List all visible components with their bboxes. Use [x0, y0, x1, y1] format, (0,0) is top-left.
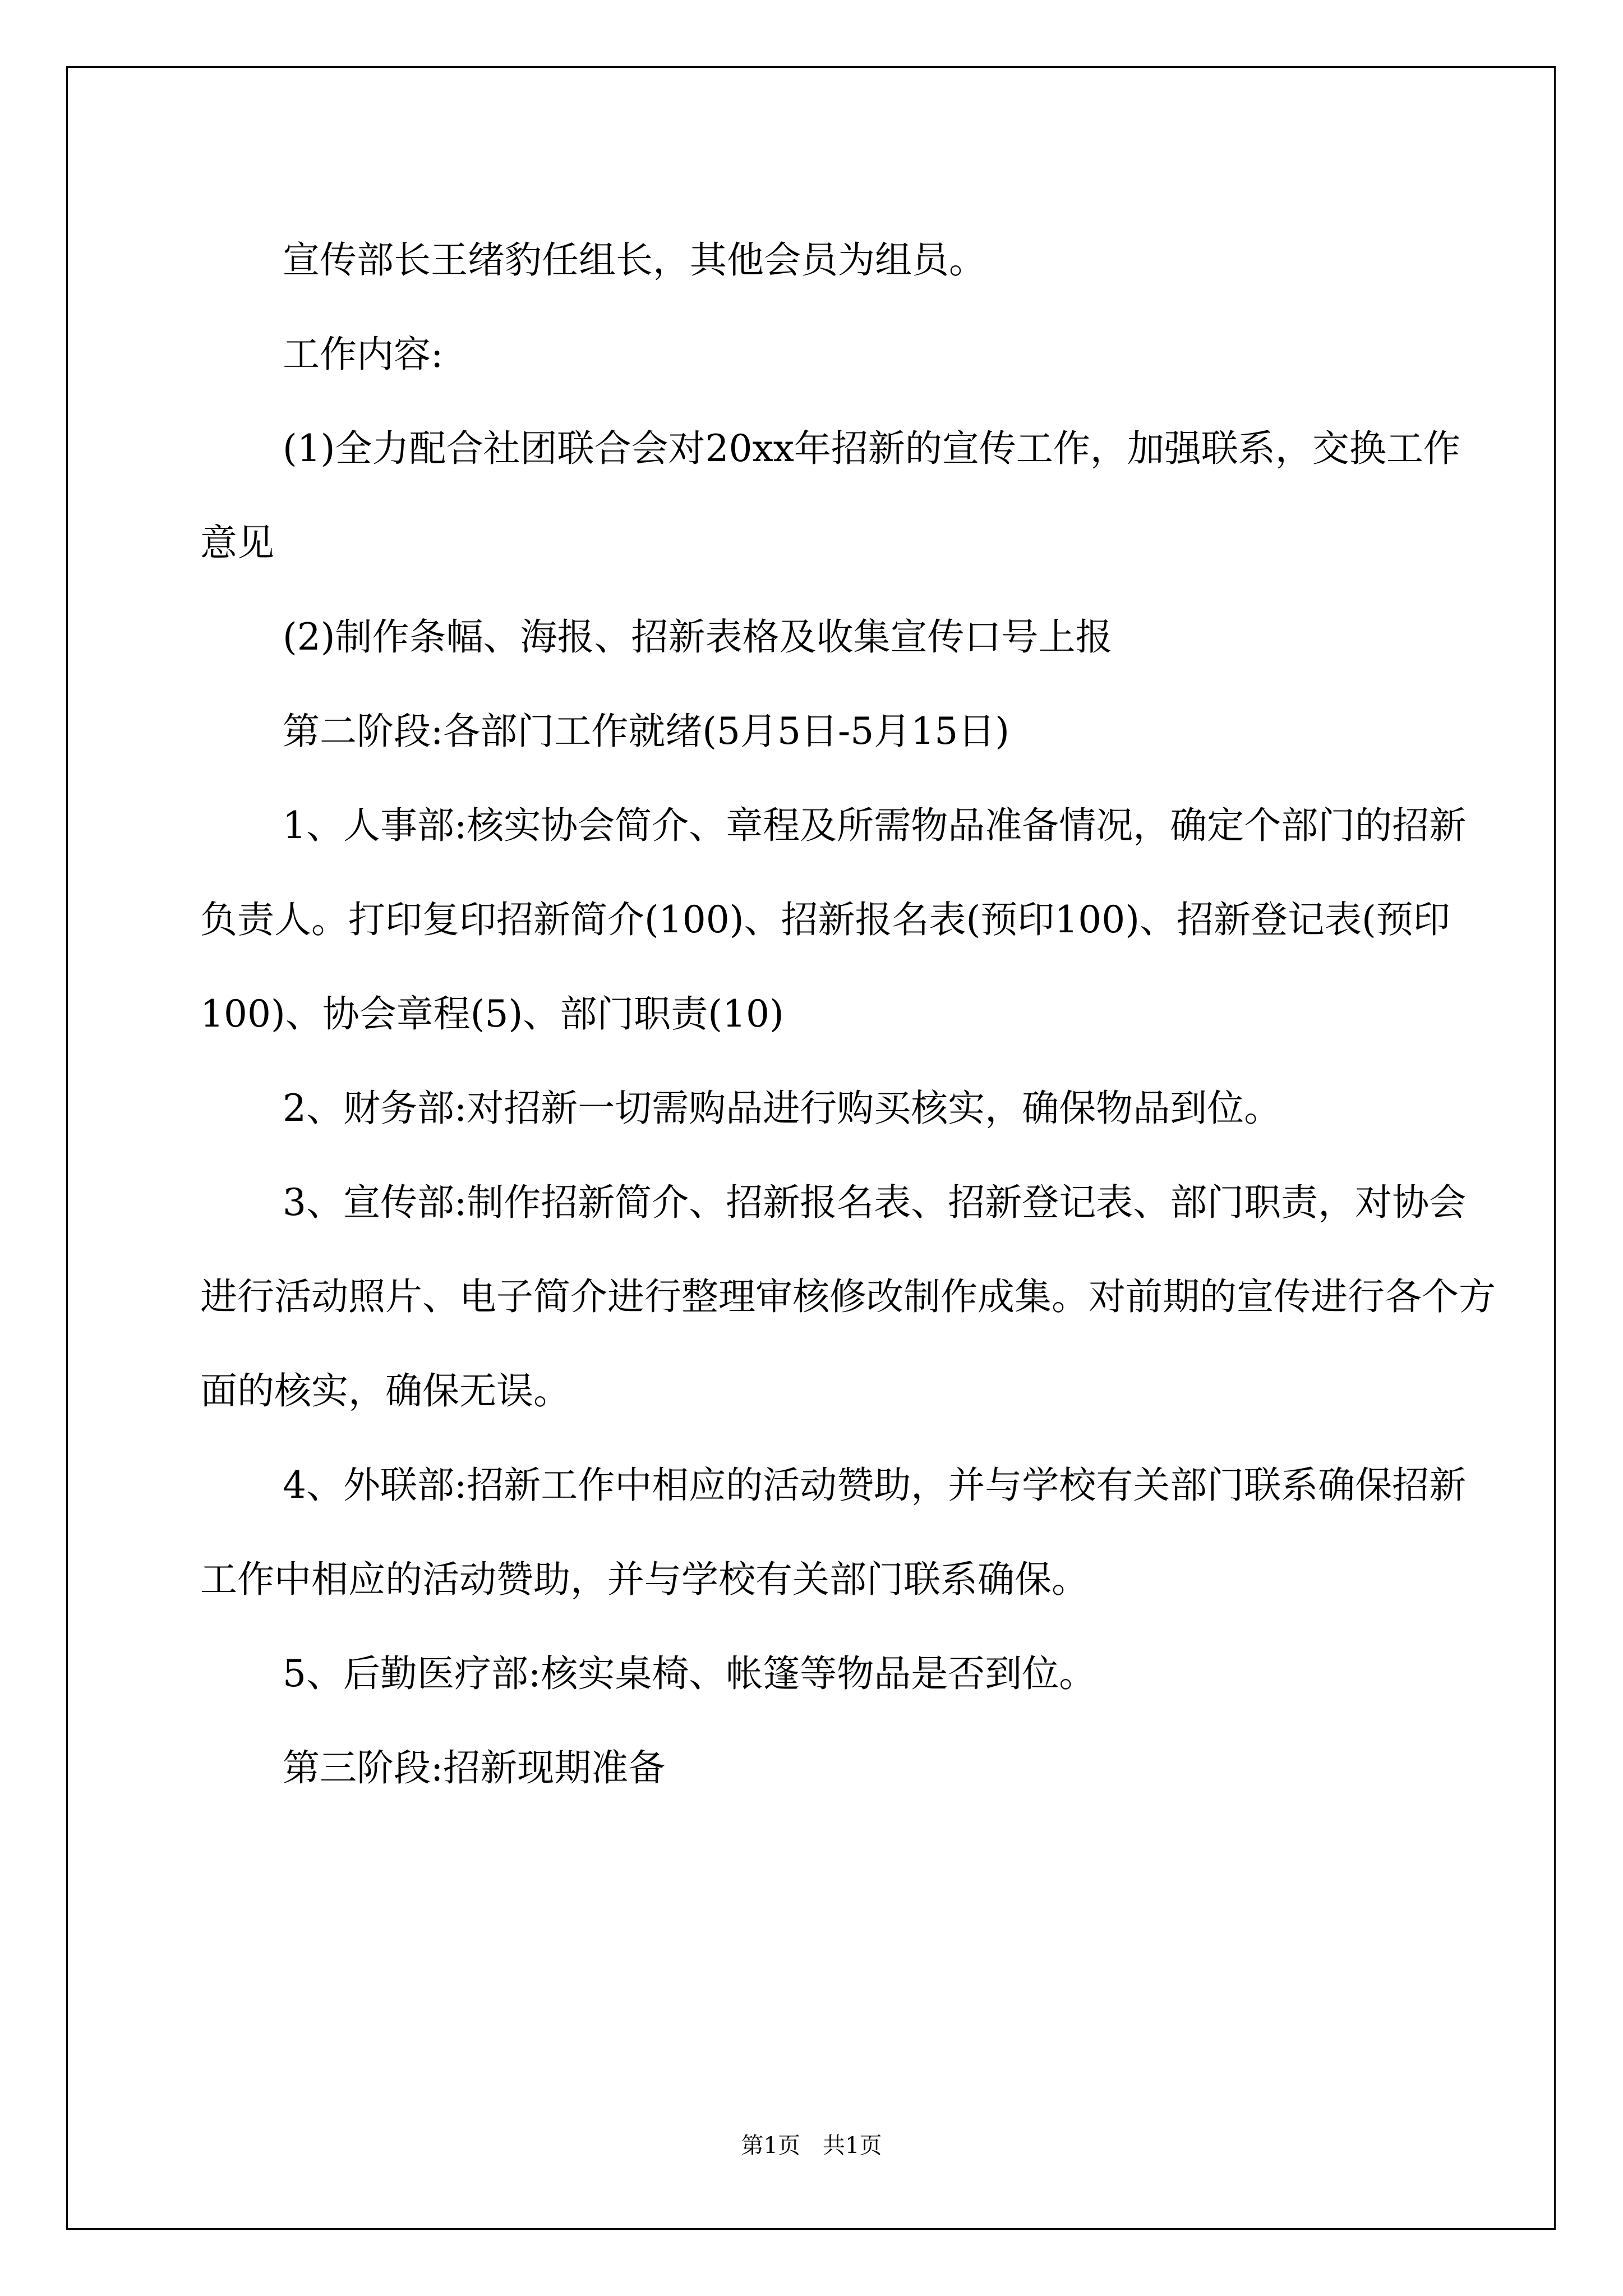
paragraph-stage-three-heading: 第三阶段:招新现期准备	[283, 1746, 666, 1789]
document-body	[200, 213, 1496, 1815]
paragraph-external-dept: 4、外联部:招新工作中相应的活动赞助，并与学校有关部门联系确保招新工作中相应的活动赞助，并与学校有关部门联系确保。	[200, 1464, 1467, 1601]
paragraph-logistics-dept: 5、后勤医疗部:核实桌椅、帐篷等物品是否到位。	[283, 1652, 1096, 1695]
paragraph-finance-dept: 2、财务部:对招新一切需购品进行购买核实，确保物品到位。	[283, 1087, 1281, 1130]
paragraph-item-2: (2)制作条幅、海报、招新表格及收集宣传口号上报	[283, 615, 1113, 659]
paragraph-publicity-dept: 3、宣传部:制作招新简介、招新报名表、招新登记表、部门职责，对协会进行活动照片、电子简介进行整理审核修改制作成集。对前期的宣传进行各个方面的核实，确保无误。	[200, 1181, 1496, 1412]
paragraph-personnel-dept: 1、人事部:核实协会简介、章程及所需物品准备情况，确定个部门的招新负责人。打印复印招新简介(100)、招新报名表(预印100)、招新登记表(预印100)、协会章程(5)、部门职责(10)	[200, 804, 1467, 1036]
paragraph-item-1: (1)全力配合社团联合会对20xx年招新的宣传工作，加强联系，交换工作意见	[200, 427, 1460, 564]
paragraph-work-content-heading: 工作内容:	[283, 333, 444, 376]
paragraph-stage-two-heading: 第二阶段:各部门工作就绪(5月5日-5月15日)	[283, 710, 1009, 753]
page-footer: 第1页 共1页	[741, 2133, 882, 2159]
paragraph-organization: 宣传部长王绪豹任组长，其他会员为组员。	[283, 238, 986, 282]
